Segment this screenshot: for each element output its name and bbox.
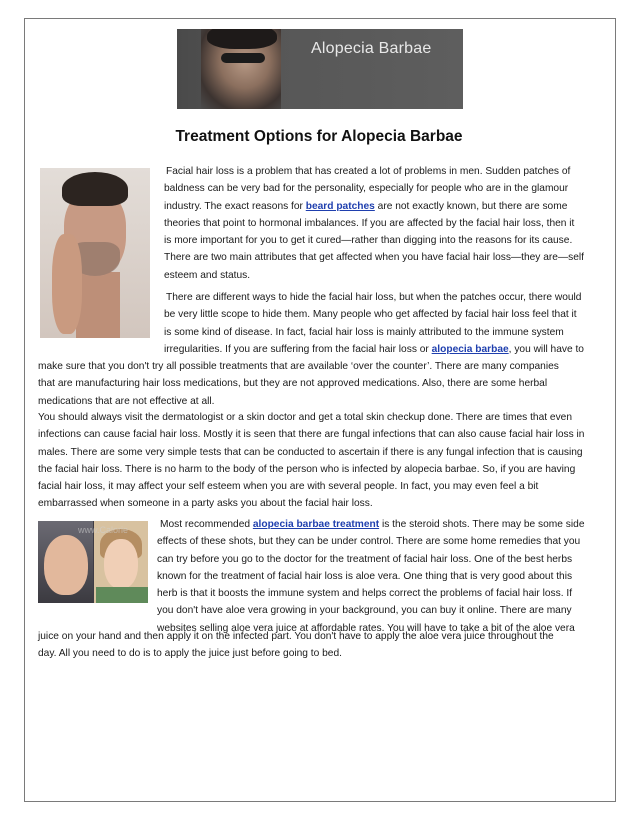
banner-image: [177, 29, 463, 109]
text-line: [164, 198, 584, 215]
text-line: theories that point to hormonal imbalances. If you are affected by the facial hair loss, then it: [164, 217, 575, 229]
alopecia-barbae-treatment-link[interactable]: alopecia barbae treatment: [252, 519, 380, 530]
paragraph-3: [38, 409, 584, 513]
text-line: embarrassed when someone in a party asks you about the facial hair loss.: [38, 498, 373, 510]
photo-face: [104, 539, 138, 589]
paragraph-4-indented: [157, 516, 584, 637]
text-line: be very little scope to hide them. Many people who get affected by facial hair loss feel that it: [164, 309, 577, 321]
beard-patches-link[interactable]: beard patches: [305, 200, 375, 212]
article-heading: Treatment Options for Alopecia Barbae: [175, 128, 463, 145]
text-line: You should always visit the dermatologist or a skin doctor and get a total skin checkup done. There are times that even: [38, 412, 573, 423]
text-line: baldness can be very bad for the personality, especially for people who are in the glamour: [164, 183, 569, 195]
text-line: juice on your hand and then apply it on the infected part. You don't have to apply the aloe vera juice throughout the: [38, 631, 554, 642]
alopecia-barbae-link[interactable]: alopecia barbae: [431, 343, 509, 355]
photo-neck: [76, 272, 120, 338]
text-line: There are different ways to hide the facial hair loss, but when the patches occur, there would: [166, 292, 582, 303]
text-line: facial hair loss, it may affect your self esteem when you are with several people. In fact, you may even feel a bit: [38, 481, 539, 493]
text-segment: are not exactly known, but there are some: [374, 200, 568, 212]
text-line: esteem and status.: [164, 269, 251, 281]
text-line: is some kind of disease. In fact, facial hair loss is mainly attributed to the immune system: [164, 326, 564, 338]
text-line: websites selling aloe vera juice at affordable rates. You will have to take a bit of the aloe vera: [157, 622, 575, 634]
photo-bald-head: [44, 535, 88, 595]
paragraph-1: [164, 163, 584, 284]
paragraph-2-indented: [164, 289, 584, 358]
text-segment: irregularities. If you are suffering from the facial hair loss or: [164, 343, 432, 355]
text-segment: , you will have to: [508, 343, 584, 355]
text-line: is more important for you to get it cured—rather than digging into the reasons for its cause.: [164, 235, 573, 247]
text-line: There are two main attributes that get affected when you have facial hair loss—they are—self: [164, 252, 584, 264]
text-line: you don't have aloe vera growing in your background, you can buy it online. There are many: [157, 605, 572, 617]
text-segment: Most recommended: [160, 519, 253, 530]
text-line: make sure that you don't try all possible treatments that are available ‘over the counter’. There are many companies: [38, 361, 559, 372]
text-segment: industry. The exact reasons for: [164, 200, 306, 212]
text-line: the facial hair loss. There is no harm to the body of the person who is infected by alopecia barbae. So, if you are having: [38, 463, 576, 475]
photo-hair: [62, 172, 128, 206]
photo-watermark: www.Calorie: [78, 525, 129, 535]
photo-hand: [52, 234, 82, 334]
paragraph-4-full: [38, 628, 554, 663]
before-after-photo: [38, 521, 148, 603]
text-line: known for the treatment of facial hair loss is aloe vera. One thing that is very good about this: [157, 570, 573, 582]
text-line: effects of these shots, but they can be under control. There are some home remedies that you: [157, 536, 581, 548]
text-line: [164, 341, 584, 358]
paragraph-2-full: [38, 358, 559, 410]
text-line: males. There are some very simple tests that can be conducted to ascertain if there is any fungal infection that is causing: [38, 446, 583, 458]
text-line: infections can cause facial hair loss. Mostly it is seen that there are fungal infections that can also cause facial hair loss in: [38, 429, 585, 441]
man-portrait-photo: [40, 168, 150, 338]
text-line: herb is that it boosts the immune system and helps correct the problems of facial hair loss. If: [157, 588, 573, 600]
banner-man-hair: [207, 29, 277, 49]
text-segment: is the steroid shots. There may be some side: [379, 519, 585, 530]
photo-shirt: [96, 587, 148, 603]
text-line: Facial hair loss is a problem that has created a lot of problems in men. Sudden patches of: [166, 166, 571, 177]
text-line: day. All you need to do is to apply the juice just before going to bed.: [38, 648, 342, 660]
banner-sunglasses: [221, 53, 265, 63]
text-line: that are manufacturing hair loss medications, but they are not approved medications. Also, there are some herbal: [38, 378, 548, 390]
text-line: [157, 516, 584, 533]
banner-title: Alopecia Barbae: [311, 40, 432, 57]
text-line: can try before you go to the doctor for the treatment of facial hair loss. One of the best herbs: [157, 553, 573, 565]
text-line: medications that are not effective at all.: [38, 395, 215, 407]
